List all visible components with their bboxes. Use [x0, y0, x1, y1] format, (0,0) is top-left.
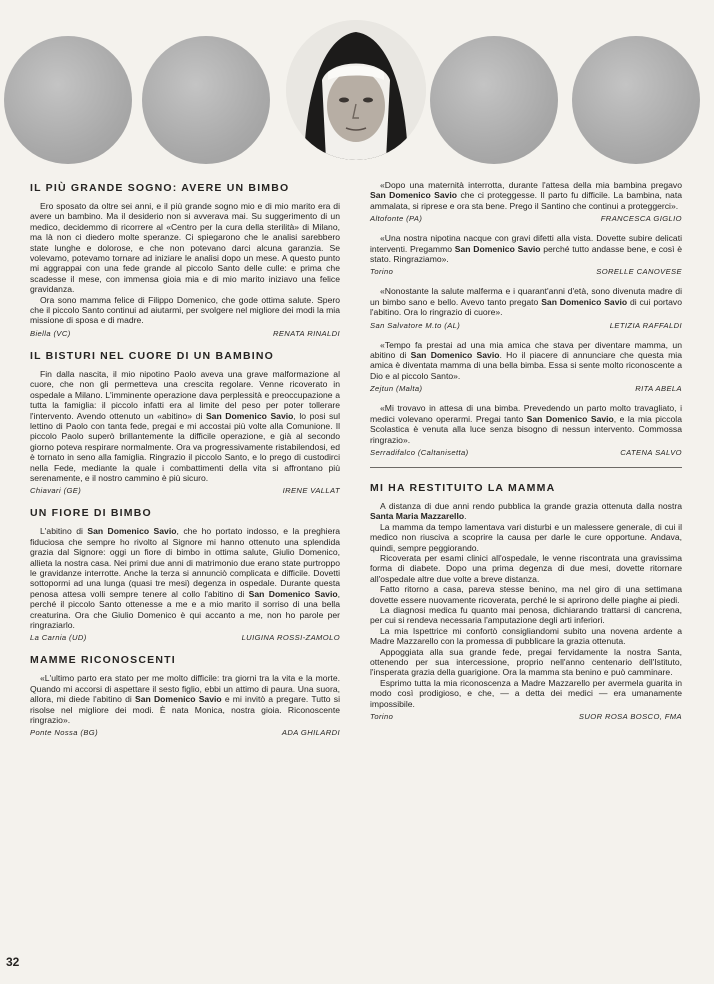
signature-place: Chiavari (GE) — [30, 486, 82, 496]
article-title: IL PIÙ GRANDE SOGNO: AVERE UN BIMBO — [30, 182, 290, 194]
signature-place: Zejtun (Malta) — [370, 384, 423, 394]
article-paragraph: Esprimo tutta la mia riconoscenza a Madre Mazzarello per avermela guarita in modo così prodigioso, e che, — a detta dei medici — era umanamente impossibile. — [370, 677, 682, 709]
article-paragraph: Ero sposato da oltre sei anni, e il più grande sogno mio e di mio marito era di avere un bambino. Ma il desiderio non si avverava mai. Su suggerimento di un medico, decidemmo di ricorrere al «Centro per la cura della sterilità» di Milano, ma là non ci diedero molte speranze. Ci spiegarono che le analisi sarebbero state lunghe e dolorose, e che non potevano darci alcuna garanzia. Se volevamo, potevamo tornare ad iniziare le analisi dopo un mese. A questo punto mi aggrappai con una fede grande al piccolo Santo delle culle: e prima che scadesse il mese, con immensa gioia mia e di mio marito iniziavo una felice gravidanza. — [30, 201, 340, 295]
decorative-circle — [430, 36, 558, 164]
article-mazzarello — [370, 480, 682, 721]
section-divider — [370, 467, 682, 468]
right-column — [370, 180, 682, 731]
testimonial — [370, 340, 682, 394]
left-column — [30, 180, 340, 747]
article-paragraph: Appoggiata alla sua grande fede, pregai fervidamente la nostra Santa, ottenendo per sua intercessione, proprio nell'anno centenario dell'Istituto, l'insperata grazia della guarigione. Ora la mamma sta benino e può camminare. — [370, 646, 682, 678]
signature-name: LUIGINA ROSSI-ZAMOLO — [241, 633, 340, 643]
decorative-circle — [572, 36, 700, 164]
signature — [370, 384, 682, 393]
signature-name: SORELLE CANOVESE — [596, 267, 682, 277]
signature-place: Ponte Nossa (BG) — [30, 728, 99, 738]
signature-place: Torino — [370, 712, 394, 722]
signature — [30, 633, 340, 642]
signature-place: Biella (VC) — [30, 328, 71, 338]
signature-name: RITA ABELA — [635, 384, 682, 394]
signature-name: FRANCESCA GIGLIO — [600, 214, 682, 224]
testimonial-text: «Una nostra nipotina nacque con gravi difetti alla vista. Dovette subire delicati interventi. Pregammo San Domenico Savio perché tutto andasse bene, e così è stato. Ringraziamo». — [370, 233, 683, 265]
signature-name: LETIZIA RAFFALDI — [609, 320, 682, 330]
signature-name: ADA GHILARDI — [281, 728, 340, 738]
signature — [30, 486, 340, 495]
article-bisturi — [30, 348, 340, 495]
signature — [30, 329, 340, 338]
signature-place: Serradifalco (Caltanisetta) — [370, 447, 469, 457]
article-title: MI HA RESTITUITO LA MAMMA — [370, 481, 556, 494]
decorative-circle — [142, 36, 270, 164]
signature-place: La Carnia (UD) — [30, 633, 87, 643]
article-paragraph: Ricoverata per esami clinici all'ospedale, le venne riscontrata una gravissima forma di diabete. Dopo una prima degenza di due mesi, dovette ritornare all'ospedale altre due volte a breve distanza. — [370, 552, 682, 584]
article-title: UN FIORE DI BIMBO — [30, 507, 152, 520]
article-paragraph: La mamma da tempo lamentava vari disturbi e un malessere generale, di cui il medico non riusciva a scoprire la causa per darle le cure opportune. Andava, quindi, sempre peggiorando. — [370, 521, 682, 553]
signature-place: San Salvatore M.to (AL) — [370, 320, 461, 330]
signature-name: IRENE VALLAT — [282, 486, 340, 496]
article-paragraph: Ora sono mamma felice di Filippo Domenico, che gode ottima salute. Spero che il piccolo Santo continui ad aiutarmi, per svolgere nel migliore dei modi la mia missione di sposa e di madre. — [30, 294, 340, 326]
article-sogno — [30, 180, 340, 338]
testimonial-text: «Nonostante la salute malferma e i quarant'anni d'età, sono divenuta madre di un bimbo sano e bello. Avevo tanto pregato San Domenico Savio di cui portavo l'abitino. Ora lo ringrazio di cuore». — [370, 286, 682, 318]
decorative-circle — [4, 36, 132, 164]
testimonial-text: «Dopo una maternità interrotta, durante l'attesa della mia bambina pregavo San Domenico Savio che ci proteggesse. Il parto fu difficile. La bambina, nata ammalata, si riprese e ora sta bene. Prego il Santino che continui a proteggerci». — [370, 180, 682, 211]
testimonial — [370, 233, 682, 276]
portrait-photo-nun — [286, 20, 426, 160]
article-mamme — [30, 652, 340, 737]
signature-place: Altofonte (PA) — [370, 214, 423, 224]
header-photo-strip — [0, 0, 714, 170]
signature — [370, 448, 682, 457]
article-paragraph: «L'ultimo parto era stato per me molto difficile: tra giorni tra la vita e la morte. Quando mi accorsi di aspettare il sesto figlio, ebbi un attimo di paura. Una suora, allora, mi diede l'abitino di San Domenico Savio e mi invitò a pregare. Tutto si risolse nel migliore dei modi. È nata Monica, nostra gioia. Riconoscente ringrazio». — [30, 673, 340, 726]
testimonial-text: «Tempo fa prestai ad una mia amica che stava per diventare mamma, un abitino di San Domenico Savio. Ho il piacere di annunciare che questa mia amica è diventata mamma di una bella bimba. Essa si sente molto riconoscente a Dio e al piccolo Santo». — [370, 339, 682, 381]
signature-place: Torino — [370, 267, 394, 277]
article-paragraph: L'abitino di San Domenico Savio, che ho portato indosso, e la preghiera fiduciosa che sempre ho rivolto al Signore mi hanno ottenuto una splendida grazia dal Signore: oggi un fiore di bimbo in ottima salute, Giulio Domenico, allieta la nostra casa. Nei primi due anni di matrimonio due erano state purtroppo le gravidanze interrotte. Anche la terza si annunciò complicata e difficile. Dovetti sottopormi ad una lunga (quasi tre mesi) degenza in ospedale. Durante questa penosa attesa volli sempre tenere al collo l'abitino di San Domenico Savio, perché il piccolo Santo ottenesse a me e a mio marito il sorriso di una bella creaturina. Ora che Giulio Domenico è qui accanto a me, non ho parole per ringraziarlo. — [30, 526, 340, 630]
article-title: MAMME RICONOSCENTI — [30, 654, 176, 667]
testimonial — [370, 180, 682, 223]
signature — [370, 214, 682, 223]
signature-name: CATENA SALVO — [620, 447, 682, 457]
article-paragraph: Fin dalla nascita, il mio nipotino Paolo aveva una grave malformazione al cuore, che non gli permetteva una crescita regolare. Venne ricoverato in ospedale a Milano. L'imminente operazione dava perplessità e preoccupazione a tutta la famiglia: il piccolo infatti era al limite del peso per poter tollerare l'intervento. Avendo ottenuto un «abitino» di San Domenico Savio, lo posi sul lettino di Paolo con tanta fede, pregai e mi accostai più volte alla Comunione. Il piccolo Paolo superò brillantemente la difficile operazione, e già al secondo giorno poteva respirare normalmente. Ora va progressivamente ristabilendosi, ed è tornato in seno alla famiglia. Ringrazio il piccolo Santo, e lo prego di custodirci nella Fede, mediante la quale i combattimenti della vita si affrontano più serenamente, e il nostro cammino è più sicuro. — [30, 368, 340, 483]
article-paragraph: Fatto ritorno a casa, pareva stesse benino, ma nel giro di una settimana dovette essere nuovamente ricoverata, perché le si aprirono delle piaghe ai piedi. — [370, 584, 682, 605]
testimonial — [370, 286, 682, 329]
signature — [370, 712, 682, 721]
testimonial-text: «Mi trovavo in attesa di una bimba. Prevedendo un parto molto travagliato, i medici volevano operarmi. Pregai tanto San Domenico Savio, e la mia piccola Scolastica è venuta alla luce senza bisogno di nessun intervento. Commossa ringrazio». — [370, 403, 682, 445]
article-fiore — [30, 505, 340, 642]
page-number: 32 — [6, 955, 20, 969]
article-title: IL BISTURI NEL CUORE DI UN BAMBINO — [30, 349, 275, 362]
testimonial — [370, 403, 682, 457]
signature — [30, 728, 340, 737]
article-paragraph: A distanza di due anni rendo pubblica la grande grazia ottenuta dalla nostra Santa Maria Mazzarello. — [370, 500, 682, 522]
article-paragraph: La mia Ispettrice mi confortò consigliandomi subito una novena ardente a Madre Mazzarello con la promessa di pubblicare la grazia ottenuta. — [370, 625, 682, 647]
signature — [370, 267, 682, 276]
signature-name: RENATA RINALDI — [272, 328, 340, 338]
article-paragraph: La diagnosi medica fu quanto mai penosa, dichiarando trattarsi di cancrena, per cui si rendeva necessaria l'amputazione degli arti inferiori. — [370, 604, 682, 626]
signature-name: SUOR ROSA BOSCO, FMA — [578, 712, 682, 722]
signature — [370, 321, 682, 330]
